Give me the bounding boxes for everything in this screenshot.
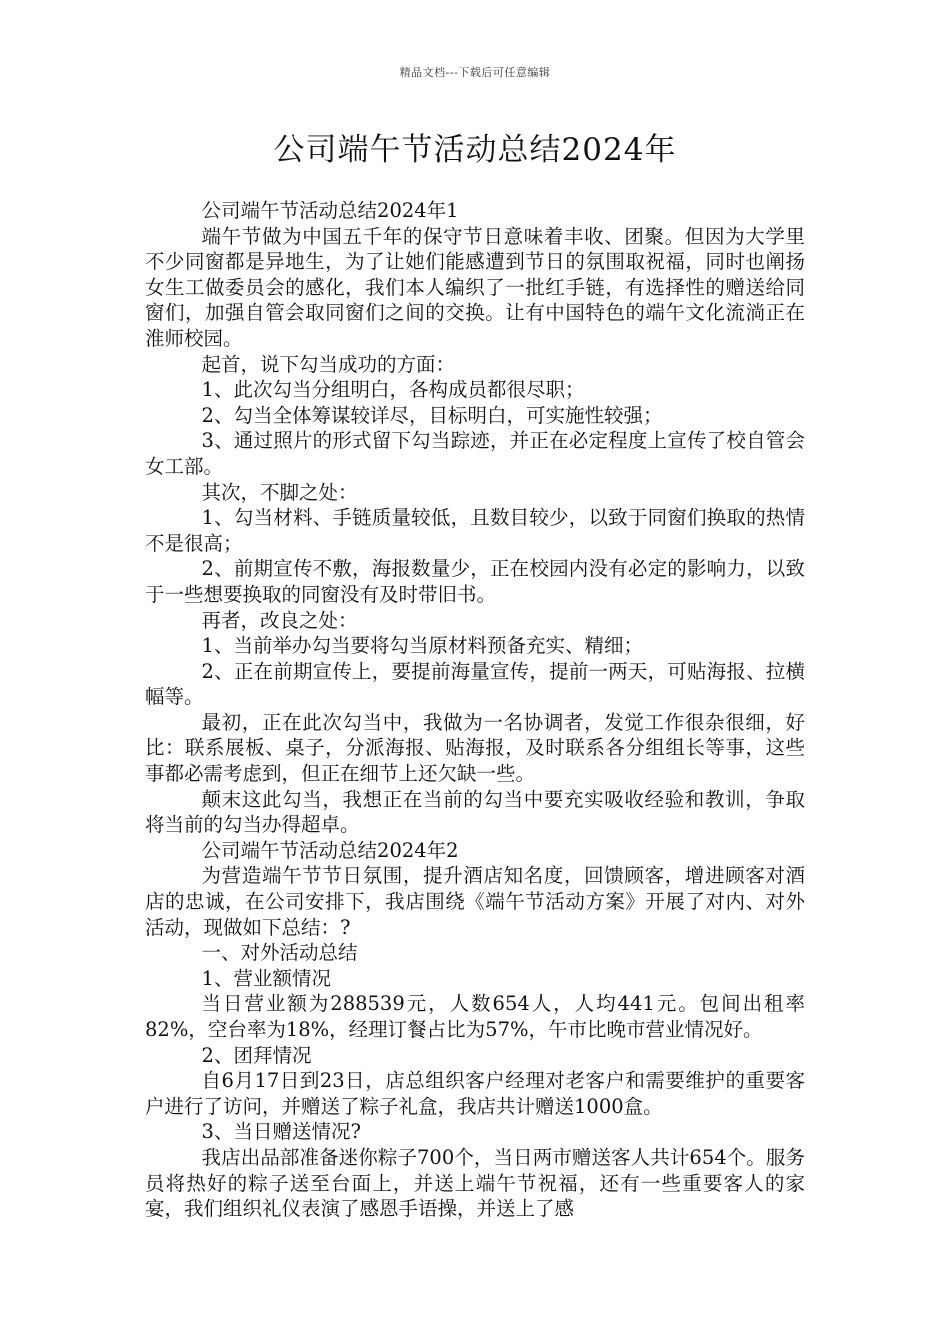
- document-title: 公司端午节活动总结2024年: [273, 132, 677, 168]
- subheading: 2、团拜情况: [201, 1043, 312, 1067]
- subheading: 1、营业额情况: [201, 966, 331, 990]
- list-item: 2、前期宣传不敷，海报数量少，正在校园内没有必定的影响力，以致于一些想要换取的同窗没有及时带旧书。: [145, 557, 805, 606]
- paragraph: 颠末这此勾当，我想正在当前的勾当中要充实吸收经验和教训，争取将当前的勾当办得超卓。: [145, 787, 805, 837]
- page-header: 精品文档---下载后可任意编辑: [399, 66, 551, 79]
- list-item: 1、勾当材料、手链质量较低，且数目较少，以致于同窗们换取的热情不是很高；: [145, 506, 805, 555]
- list-item: 1、当前举办勾当要将勾当原材料预备充实、精细；: [201, 634, 643, 658]
- list-item: 2、勾当全体筹谋较详尽，目标明白，可实施性较强；: [201, 403, 663, 427]
- paragraph: 最初，正在此次勾当中，我做为一名协调者，发觉工作很杂很细，好比：联系展板、桌子，分派海报、贴海报，及时联系各分组组长等事，这些事都必需考虑到，但正在细节上还欠缺一些。: [145, 710, 805, 786]
- section-heading: 公司端午节活动总结2024年2: [201, 838, 459, 862]
- paragraph: 我店出品部准备迷你粽子700个，当日两市赠送客人共计654个。服务员将热好的粽子送至台面上，并送上端午节祝福，还有一些重要客人的家宴，我们组织礼仪表演了感恩手语操，并送上了感: [145, 1145, 805, 1221]
- paragraph: 再者，改良之处：: [201, 608, 358, 632]
- paragraph: 其次，不脚之处：: [201, 480, 358, 504]
- subheading: 一、对外活动总结: [201, 941, 358, 965]
- section-heading: 公司端午节活动总结2024年1: [201, 199, 459, 222]
- paragraph: 自6月17日到23日，店总组织客户经理对老客户和需要维护的重要客户进行了访问，并赠送了粽子礼盒，我店共计赠送1000盒。: [145, 1069, 805, 1118]
- paragraph: 为营造端午节节日氛围，提升酒店知名度，回馈顾客，增进顾客对酒店的忠诚，在公司安排下，我店围绕《端午节活动方案》开展了对内、对外活动，现做如下总结：?: [145, 864, 805, 939]
- paragraph: 端午节做为中国五千年的保守节日意味着丰收、团聚。但因为大学里不少同窗都是异地生，为了让她们能感遭到节日的氛围取祝福，同时也阐扬女生工做委员会的感化，我们本人编织了一批红手链，有选择性的赠送给同窗们，加强自管会取同窗们之间的交换。让有中国特色的端午文化流淌正在淮师校园。: [145, 224, 805, 350]
- list-item: 1、此次勾当分组明白，各构成员都很尽职；: [201, 378, 585, 402]
- subheading: 3、当日赠送情况?: [201, 1120, 361, 1144]
- list-item: 3、通过照片的形式留下勾当踪迹，并正在必定程度上宣传了校自管会女工部。: [145, 429, 805, 478]
- paragraph: 当日营业额为288539元，人数654人，人均441元。包间出租率82%，空台率为18%，经理订餐占比为57%，午市比晚市营业情况好。: [145, 992, 805, 1041]
- paragraph: 起首，说下勾当成功的方面：: [201, 352, 456, 376]
- document-body: [145, 198, 805, 1222]
- list-item: 2、正在前期宣传上，要提前海量宣传，提前一两天，可贴海报、拉横幅等。: [145, 659, 805, 709]
